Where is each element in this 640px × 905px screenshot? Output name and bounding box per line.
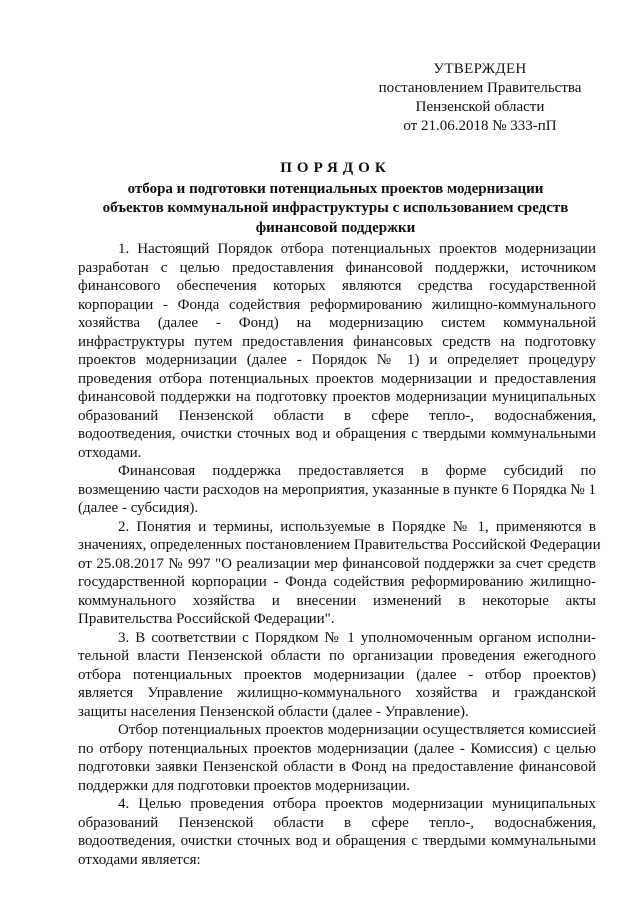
document-title [78,159,593,238]
text-line: защиты населения Пензенской области (далее - Управление). [78,703,469,720]
text-line: от 25.08.2017 № 997 "О реализации мер финансовой поддержки за счет средств [78,555,596,572]
text-line: 4. Целью проведения отбора проектов модернизации муниципальных [118,796,596,812]
text-line: хозяйства (далее - Фонд) на модернизацию систем коммунальной [78,315,596,331]
text-line: разработан с целью предоставления финансовой поддержки, источником [78,259,596,276]
text-line: корпорации - Фонда содействия реформированию жилищно-коммунального [78,296,596,313]
text-line: Отбор потенциальных проектов модернизации осуществляется комиссией [118,722,596,738]
text-line: инфраструктуры путем предоставления финансовых средств на подготовку [78,333,596,350]
text-line: финансового обеспечения которых являются средства государственной [78,278,596,294]
text-line: является Управление жилищно-коммунального хозяйства и гражданской [78,685,596,701]
title-line: отбора и подготовки потенциальных проектов модернизации [127,180,544,197]
text-line: Финансовая поддержка предоставляется в форме субсидий по [118,463,596,479]
text-line: тельной власти Пензенской области по организации проведения ежегодного [78,648,596,664]
paragraph-6 [78,795,596,869]
text-line: по отбору потенциальных проектов модернизации (далее - Комиссия) с целью [78,740,596,757]
paragraph-4 [78,629,596,722]
title-line: объектов коммунальной инфраструктуры с использованием средств [102,200,569,216]
text-line: (далее - субсидия). [78,500,199,516]
text-line: Правительства Российской Федерации". [78,611,335,627]
paragraph-5 [78,721,596,795]
approval-title: УТВЕРЖДЕН [433,61,527,77]
text-line: поддержки для подготовки проектов модернизации. [78,777,410,794]
text-line: отходами является: [78,851,201,868]
text-line: подготовки заявки Пензенской области в Фонд на предоставление финансовой [78,759,596,775]
paragraph-3 [78,518,601,629]
text-line: образований Пензенской области в сфере тепло-, водоснабжения, [78,814,596,831]
approval-line: постановлением Правительства [378,80,582,96]
title-main: ПОРЯДОК [280,160,391,176]
text-line: 3. В соответствии с Порядком № 1 уполномоченным органом исполни- [118,629,596,646]
text-line: коммунального хозяйства и внесении изменений в некоторые акты [78,592,596,609]
document-body [78,240,601,869]
paragraph-2 [78,462,596,518]
title-line: финансовой поддержки [255,219,416,236]
text-line: 2. Понятия и термины, используемые в Порядке № 1, применяются в [118,518,596,535]
text-line: проектов модернизации (далее - Порядок № 1) и определяет процедуру [78,352,596,368]
text-line: государственной корпорации - Фонда содействия реформированию жилищно- [78,574,596,590]
text-line: возмещению части расходов на мероприятия, указанные в пункте 6 Порядка № 1 [78,481,596,498]
paragraph-1 [78,240,596,462]
text-line: значениях, определенных постановлением Правительства Российской Федерации [78,537,601,553]
approval-stamp [330,60,630,136]
text-line: образований Пензенской области в сфере тепло-, водоснабжения, [78,407,596,424]
text-line: финансовой поддержки на подготовку проектов модернизации муниципальных [78,389,596,405]
text-line: отбора потенциальных проектов модернизации (далее - отбор проектов) [78,666,596,683]
approval-line: Пензенской области [415,99,545,115]
text-line: отходами. [78,444,142,461]
text-line: 1. Настоящий Порядок отбора потенциальных проектов модернизации [118,241,596,257]
text-line: водоотведения, очистки сточных вод и обращения с твердыми коммунальными [78,833,596,849]
text-line: водоотведения, очистки сточных вод и обращения с твердыми коммунальными [78,426,596,442]
text-line: проведения отбора потенциальных проектов модернизации и предоставления [78,370,596,387]
approval-line: от 21.06.2018 № 333-пП [403,118,557,134]
